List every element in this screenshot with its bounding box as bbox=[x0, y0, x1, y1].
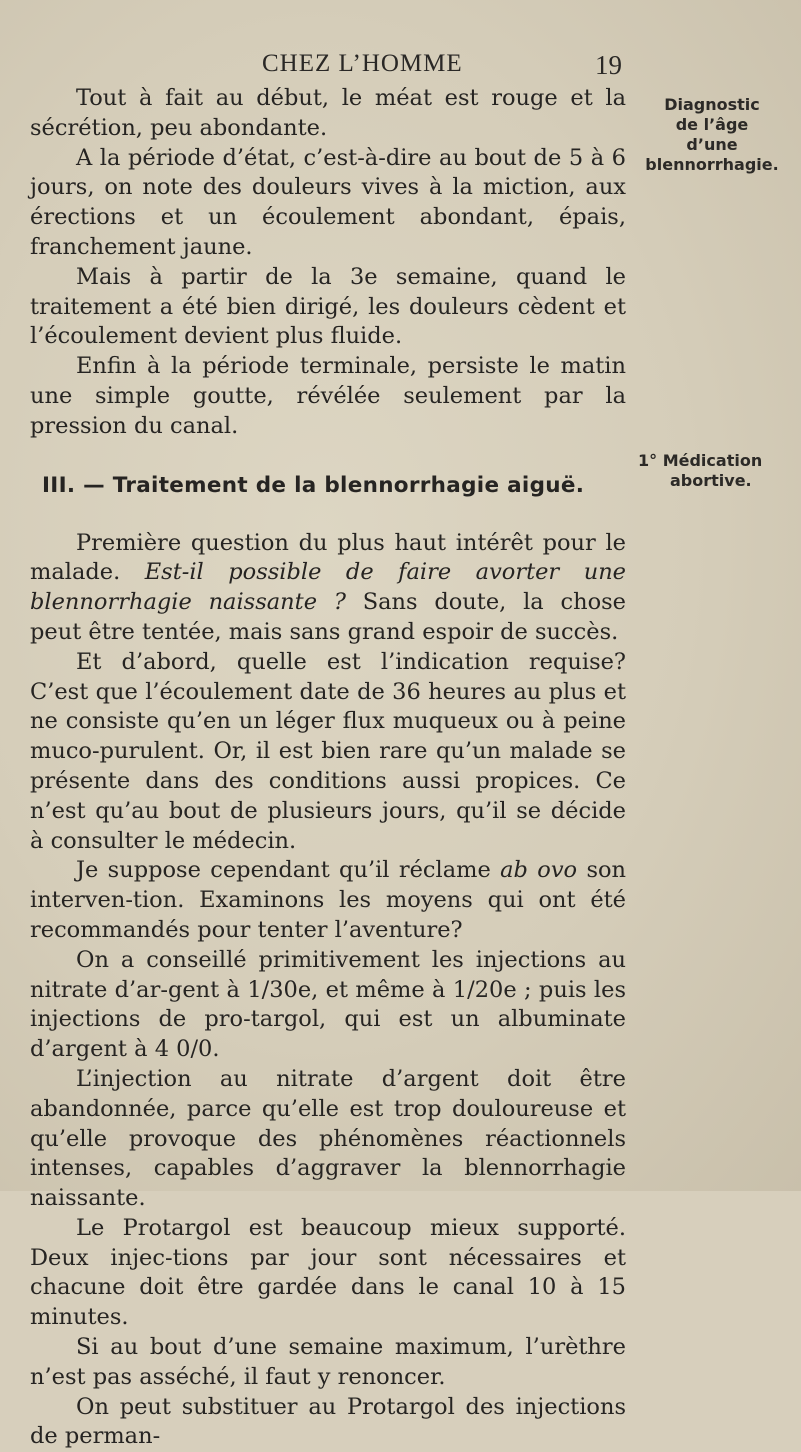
paragraph: On a conseillé primitivement les injections au nitrate d’ar-gent à 1/30e, et même à 1/20e ; puis les injections de pro-targol, qui est un albuminate d’argent à 4 0/0. bbox=[30, 946, 626, 1063]
margin-note-line: abortive. bbox=[670, 471, 752, 490]
paragraph: Enfin à la période terminale, persiste le matin une simple goutte, révélée seulement par la pression du canal. bbox=[30, 353, 626, 439]
paragraph-text: Première question du plus haut intérêt pour le malade. bbox=[30, 529, 626, 586]
running-title: CHEZ L’HOMME bbox=[262, 50, 463, 77]
paragraph: L’injection au nitrate d’argent doit être abandonnée, parce qu’elle est trop douloureuse et qu’elle provoque des phénomènes réactionnels intenses, capables d’aggraver la blennorrhagie naissante. bbox=[30, 1065, 626, 1212]
margin-note-line: blennorrhagie. bbox=[645, 155, 779, 174]
paragraph-text: son interven-tion. Examinons les moyens qui ont été recommandés pour tenter l’aventure? bbox=[30, 857, 627, 943]
paragraph-text: Je suppose cependant qu’il réclame bbox=[76, 857, 491, 884]
section-heading: III. — Traitement de la blennorrhagie aiguë. bbox=[42, 472, 585, 498]
paragraph: Tout à fait au début, le méat est rouge et la sécrétion, peu abondante. bbox=[30, 85, 626, 141]
paragraph: A la période d’état, c’est-à-dire au bout de 5 à 6 jours, on note des douleurs vives à la miction, aux érections et un écoulement abondant, épais, franchement jaune. bbox=[30, 144, 626, 260]
page-number: 19 bbox=[595, 50, 622, 80]
paragraph: Mais à partir de la 3e semaine, quand le traitement a été bien dirigé, les douleurs cèdent et l’écoulement devient plus fluide. bbox=[30, 263, 626, 350]
paragraph: Si au bout d’une semaine maximum, l’urèthre n’est pas asséché, il faut y renoncer. bbox=[30, 1334, 626, 1390]
body-text bbox=[30, 84, 626, 1452]
margin-note-medication bbox=[628, 451, 801, 491]
margin-note-line: 1° Médication bbox=[638, 451, 763, 470]
paragraph: Le Protargol est beaucoup mieux supporté. Deux injec-tions par jour sont nécessaires et chacune doit être gardée dans le canal 10 à 15 minutes. bbox=[30, 1214, 626, 1331]
paragraph-question: Est-il possible de faire avorter une blennorrhagie naissante ? bbox=[30, 559, 626, 616]
paragraph: Et d’abord, quelle est l’indication requise? C’est que l’écoulement date de 36 heures au plus et ne consiste qu’en un léger flux muqueux ou à peine muco-purulent. Or, il est bien rare qu’un malade se présente dans des conditions aussi propices. Ce n’est qu’au bout de plusieurs jours, qu’il se décide à consulter le médecin. bbox=[30, 648, 626, 854]
margin-note-line: d’une bbox=[686, 135, 738, 154]
margin-note-line: Diagnostic bbox=[664, 95, 760, 114]
margin-note-line: de l’âge bbox=[675, 115, 749, 134]
margin-note-diagnostic bbox=[632, 95, 792, 175]
paragraph bbox=[30, 529, 626, 648]
paragraph-latin-phrase: ab ovo bbox=[500, 857, 578, 884]
paragraph bbox=[30, 856, 626, 945]
paragraph: On peut substituer au Protargol des injections de perman- bbox=[30, 1393, 626, 1450]
paragraph-text: Sans doute, la chose peut être tentée, mais sans grand espoir de succès. bbox=[30, 589, 626, 645]
